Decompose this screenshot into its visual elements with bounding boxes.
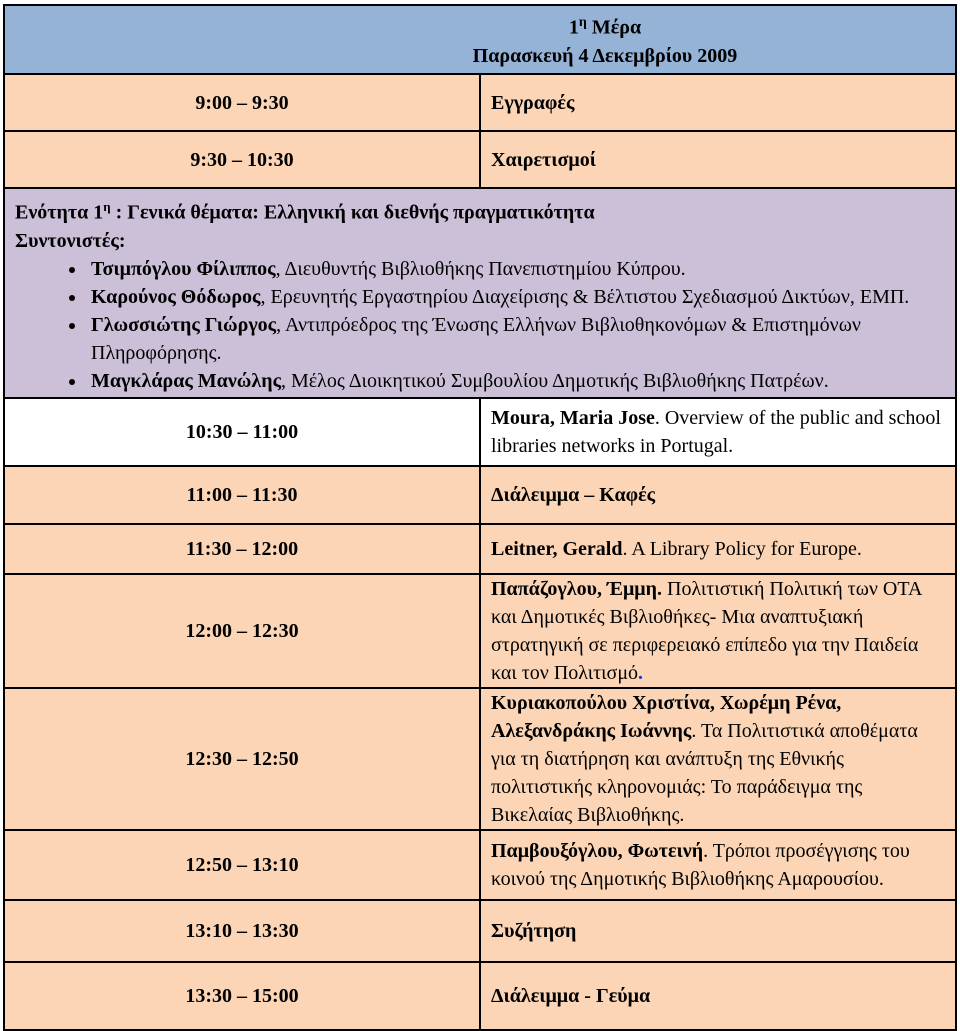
time-slot: 12:00 – 12:30 [4, 574, 480, 688]
schedule-row [4, 466, 956, 524]
session-prefix: Ενότητα 1 [15, 201, 104, 224]
day-header-row [4, 5, 956, 74]
talk-title: . Τα Πολιτιστικά αποθέματα για τη διατήρηση και ανάπτυξη της Εθνικής πολιτιστικής κληρονομιάς: Το παράδειγμα της Βικελαίας Βιβλιοθήκης. [491, 719, 918, 826]
chair-role: , Ερευνητής Εργαστηρίου Διαχείρισης & Βέλτιστου Σχεδιασμού Δικτύων, ΕΜΠ. [260, 285, 910, 308]
time-slot: 13:30 – 15:00 [4, 962, 480, 1030]
talk-speaker: Παμβουξόγλου, Φωτεινή [491, 839, 704, 862]
chair-role: , Αντιπρόεδρος της Ένωσης Ελλήνων Βιβλιοθηκονόμων & Επιστημόνων Πληροφόρησης. [91, 313, 861, 364]
time-slot: 12:30 – 12:50 [4, 688, 480, 830]
talk-cell [480, 574, 956, 688]
chair-name: Τσιμπόγλου Φίλιππος [91, 257, 276, 280]
chair-role: , Μέλος Διοικητικού Συμβουλίου Δημοτικής Βιβλιοθήκης Πατρέων. [281, 369, 829, 392]
talk-cell [480, 688, 956, 830]
day-date: Παρασκευή 4 Δεκεμβρίου 2009 [472, 44, 738, 67]
chair-role: , Διευθυντής Βιβλιοθήκης Πανεπιστημίου Κύπρου. [275, 257, 686, 280]
programme-table [3, 4, 957, 1031]
day-title [255, 9, 955, 42]
schedule-row [4, 524, 956, 574]
talk-speaker: Παπάζογλου, Έμμη. [491, 577, 662, 600]
talk-cell [480, 398, 956, 466]
session-sup: η [103, 199, 111, 214]
chairs-label: Συντονιστές: [15, 229, 126, 252]
chair-name: Γλωσσιώτης Γιώργος [91, 313, 277, 336]
talk-tail: . [638, 661, 644, 684]
session-block [4, 188, 956, 398]
chair-item [87, 367, 945, 395]
schedule-row [4, 398, 956, 466]
chair-item [87, 255, 945, 283]
schedule-row [4, 900, 956, 962]
talk-cell [480, 962, 956, 1030]
talk-speaker: Moura, Maria Jose [491, 406, 655, 429]
talk-speaker: Κυριακοπούλου Χριστίνα, Χωρέμη Ρένα, Αλεξανδράκης Ιωάννης [491, 691, 842, 742]
session-title [15, 193, 945, 227]
slot-title: Εγγραφές [480, 74, 956, 131]
time-slot: 9:30 – 10:30 [4, 131, 480, 188]
session-row [4, 188, 956, 398]
discussion-title: Συζήτηση [491, 919, 577, 942]
time-slot: 12:50 – 13:10 [4, 830, 480, 900]
slot-title: Χαιρετισμοί [480, 131, 956, 188]
talk-cell [480, 900, 956, 962]
talk-title: Πολιτιστική Πολιτική των ΟΤΑ και Δημοτικές Βιβλιοθήκες- Μια αναπτυξιακή στρατηγική σε περιφερειακό επίπεδο για την Παιδεία και τον Πολιτισμό [491, 577, 922, 684]
day-number: 1 [568, 16, 579, 39]
talk-title: . Τρόποι προσέγγισης του κοινού της Δημοτικής Βιβλιοθήκης Αμαρουσίου. [491, 839, 910, 890]
break-title: Διάλειμμα - Γεύμα [491, 984, 651, 1007]
talk-title: . Overview of the public and school libraries networks in Portugal. [491, 406, 941, 457]
talk-cell [480, 830, 956, 900]
day-word: Μέρα [591, 16, 642, 39]
talk-title: . A Library Policy for Europe. [622, 537, 862, 560]
schedule-row [4, 74, 956, 131]
break-title: Διάλειμμα – Καφές [491, 483, 656, 506]
session-name: : Γενικά θέματα: Ελληνική και διεθνής πραγματικότητα [110, 201, 595, 224]
chair-name: Καρούνος Θόδωρος [91, 285, 261, 308]
schedule-row [4, 830, 956, 900]
chairs-list [15, 255, 945, 395]
time-slot: 9:00 – 9:30 [4, 74, 480, 131]
schedule-row [4, 688, 956, 830]
schedule-row [4, 131, 956, 188]
talk-speaker: Leitner, Gerald [491, 537, 623, 560]
time-slot: 13:10 – 13:30 [4, 900, 480, 962]
chair-name: Μαγκλάρας Μανώλης [91, 369, 281, 392]
talk-cell [480, 524, 956, 574]
chair-item [87, 283, 945, 311]
day-header [4, 5, 956, 74]
chair-item [87, 311, 945, 367]
talk-cell [480, 466, 956, 524]
day-number-sup: η [578, 15, 587, 31]
time-slot: 10:30 – 11:00 [4, 398, 480, 466]
schedule-row [4, 962, 956, 1030]
time-slot: 11:30 – 12:00 [4, 524, 480, 574]
time-slot: 11:00 – 11:30 [4, 466, 480, 524]
schedule-row [4, 574, 956, 688]
